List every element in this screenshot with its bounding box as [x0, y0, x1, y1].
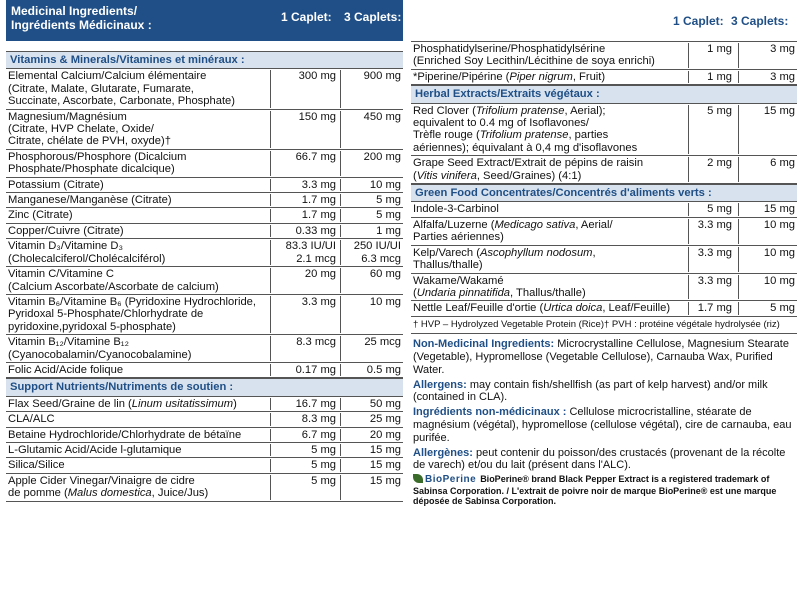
amount-one-caplet: 5 mg [689, 105, 739, 155]
amount-one-caplet: 1.7 mg [689, 302, 739, 314]
amount-three-caplets: 25 mcg [364, 336, 401, 349]
amount-one-caplet: 300 mg [271, 70, 341, 107]
amount-one-caplet: 0.17 mg [271, 364, 341, 376]
amount-three-caplets: 15 mg [369, 474, 401, 487]
right-header-one-caplet: 1 Caplet: [673, 14, 724, 28]
left-column [6, 0, 403, 502]
table-row [411, 156, 797, 184]
amount-one-caplet: 20 mg [271, 268, 341, 293]
header-ingredients-label: Medicinal Ingredients/ Ingrédients Médicinaux : [11, 4, 152, 32]
table-row [6, 397, 403, 412]
green-food-rows [411, 202, 797, 316]
amount-three-caplets: 20 mg [369, 428, 401, 441]
amount-three-caplets: 15 mg [369, 443, 401, 456]
bioperine-notice [411, 474, 797, 507]
amount-one-caplet: 8.3 mg [271, 413, 341, 425]
section-vitamins-minerals: Vitamins & Minerals/Vitamines et minéraux : [6, 51, 403, 69]
herbal-extracts-rows [411, 104, 797, 184]
table-row [411, 42, 797, 70]
table-row [6, 412, 403, 427]
table-row [411, 301, 797, 316]
ingredient-name: Phosphatidylserine/Phosphatidylsérine (Enriched Soy Lecithin/Lécithine de soya enrichi) [413, 43, 689, 68]
bioperine-logo [413, 474, 476, 486]
table-row [6, 474, 403, 502]
amount-three-caplets: 10 mg [763, 274, 795, 287]
amount-three-caplets: 450 mg [363, 110, 401, 123]
amount-one-caplet: 5 mg [271, 459, 341, 471]
ingredient-name: Vitamin D₃/Vitamine D₃ (Cholecalciferol/Cholécalciférol) [8, 240, 271, 265]
ingredient-name: Potassium (Citrate) [8, 179, 271, 191]
table-row [411, 202, 797, 217]
amount-one-caplet: 5 mg [271, 444, 341, 456]
amount-one-caplet: 3.3 mg [271, 179, 341, 191]
ingredient-name: Zinc (Citrate) [8, 209, 271, 221]
amount-one-caplet: 3.3 mg [689, 275, 739, 300]
amount-three-caplets: 60 mg [369, 268, 401, 281]
right-header-three-caplets: 3 Caplets: [731, 14, 789, 28]
table-row [6, 193, 403, 208]
table-row [6, 295, 403, 335]
note-paragraph [413, 447, 797, 473]
note-label: Allergènes: [413, 446, 473, 459]
amount-three-caplets: 10 mg [763, 246, 795, 259]
table-row [6, 428, 403, 443]
ingredient-name: Alfalfa/Luzerne (Medicago sativa, Aerial/ Parties aériennes) [413, 219, 689, 244]
section-herbal-extracts: Herbal Extracts/Extraits végétaux : [411, 85, 797, 103]
amount-three-caplets: 3 mg [770, 70, 795, 83]
ingredient-name: Indole-3-Carbinol [413, 203, 689, 215]
note-label: Ingrédients non-médicinaux : [413, 406, 567, 419]
right-table-header [411, 0, 797, 41]
table-row [6, 458, 403, 473]
amount-three-caplets: 1 mg [376, 224, 401, 237]
amount-one-caplet: 150 mg [271, 111, 341, 148]
table-header [6, 0, 403, 41]
note-text: Microcrystalline Cellulose, Magnesium Stearate (Vegetable), Hypromellose (Vegetable Cellulose), Carnauba Wax, Purified Water. [413, 338, 789, 376]
note-paragraph [413, 406, 797, 444]
note-text: may contain fish/shellfish (as part of kelp harvest) and/or milk (contained in CLA). [413, 378, 768, 404]
table-row [6, 239, 403, 267]
ingredient-name: Apple Cider Vinegar/Vinaigre de cidre de pomme (Malus domestica, Juice/Jus) [8, 475, 271, 500]
note-text: Cellulose microcristalline, stéarate de magnésium (végétal), hypromellose (cellulose végétal), cire de carnauba, eau purifée. [413, 406, 792, 444]
ingredient-name: *Piperine/Pipérine (Piper nigrum, Fruit) [413, 71, 689, 83]
ingredient-name: Vitamin B₁₂/Vitamine B₁₂ (Cyanocobalamin/Cyanocobalamine) [8, 336, 271, 361]
bioperine-logo-text: BioPerine [425, 474, 477, 486]
amount-one-caplet: 1.7 mg [271, 209, 341, 221]
ingredient-name: Betaine Hydrochloride/Chlorhydrate de bétaïne [8, 429, 271, 441]
table-row [6, 267, 403, 295]
amount-three-caplets: 250 IU/UI 6.3 mcg [353, 240, 401, 265]
amount-one-caplet: 5 mg [271, 475, 341, 500]
amount-one-caplet: 2 mg [689, 157, 739, 182]
notes-block [411, 338, 797, 472]
right-column [411, 0, 797, 507]
ingredient-name: Magnesium/Magnésium (Citrate, HVP Chelate, Oxide/ Citrate, chélate de PVH, oxyde)† [8, 111, 271, 148]
ingredient-name: Elemental Calcium/Calcium élémentaire (Citrate, Malate, Glutarate, Fumarate, Succinate, Ascorbate, Carbonate, Phosphate) [8, 70, 271, 107]
table-row [6, 443, 403, 458]
amount-one-caplet: 1 mg [689, 71, 739, 83]
leaf-icon [413, 474, 423, 483]
ingredient-name: Grape Seed Extract/Extrait de pépins de raisin (Vitis vinifera, Seed/Graines) (4:1) [413, 157, 689, 182]
amount-three-caplets: 6 mg [770, 157, 795, 170]
note-text: peut contenir du poisson/des crustacés (provenant de la récolte de varech) et/ou du lait (présent dans l'ALC). [413, 446, 786, 472]
section-green-food: Green Food Concentrates/Concentrés d'aliments verts : [411, 184, 797, 202]
table-row [6, 224, 403, 239]
hvp-footnote: † HVP – Hydrolyzed Vegetable Protein (Rice)† PVH : protéine végétale hydrolysée (riz) [411, 317, 797, 334]
table-row [6, 69, 403, 109]
amount-one-caplet: 8.3 mcg [271, 336, 341, 361]
note-label: Non-Medicinal Ingredients: [413, 338, 555, 351]
amount-one-caplet: 66.7 mg [271, 151, 341, 176]
note-paragraph [413, 338, 797, 376]
table-row [6, 208, 403, 223]
ingredient-name: Kelp/Varech (Ascophyllum nodosum, Thallus/thalle) [413, 247, 689, 272]
vitamins-minerals-rows [6, 69, 403, 378]
table-row [6, 150, 403, 178]
amount-one-caplet: 5 mg [689, 203, 739, 215]
ingredient-name: Vitamin C/Vitamine C (Calcium Ascorbate/Ascorbate de calcium) [8, 268, 271, 293]
amount-three-caplets: 10 mg [369, 295, 401, 308]
table-row [6, 363, 403, 378]
amount-three-caplets: 3 mg [770, 43, 795, 55]
table-row [411, 218, 797, 246]
ingredient-name: CLA/ALC [8, 413, 271, 425]
amount-one-caplet: 3.3 mg [271, 296, 341, 333]
amount-one-caplet: 16.7 mg [271, 398, 341, 410]
table-row [411, 246, 797, 274]
ingredient-name: Manganese/Manganèse (Citrate) [8, 194, 271, 206]
amount-one-caplet: 3.3 mg [689, 219, 739, 244]
support-nutrients-rows [6, 397, 403, 502]
amount-three-caplets: 50 mg [369, 397, 401, 410]
section-support-nutrients: Support Nutrients/Nutriments de soutien : [6, 378, 403, 396]
amount-three-caplets: 10 mg [763, 218, 795, 231]
amount-one-caplet: 1.7 mg [271, 194, 341, 206]
table-row [6, 110, 403, 150]
amount-three-caplets: 5 mg [376, 194, 401, 207]
amount-three-caplets: 5 mg [376, 209, 401, 222]
amount-one-caplet: 6.7 mg [271, 429, 341, 441]
amount-three-caplets: 0.5 mg [366, 363, 401, 376]
table-row [411, 104, 797, 157]
ingredient-name: Red Clover (Trifolium pratense, Aerial); equivalent to 0.4 mg of Isoflavones/ Trèfle rouge (Trifolium pratense, parties aériennes); équivalant à 0,4 mg d'isoflavones [413, 105, 689, 155]
amount-one-caplet: 1 mg [689, 43, 739, 68]
note-paragraph [413, 379, 797, 405]
ingredient-name: L-Glutamic Acid/Acide l-glutamique [8, 444, 271, 456]
amount-one-caplet: 0.33 mg [271, 225, 341, 237]
ingredient-name: Vitamin B₆/Vitamine B₆ (Pyridoxine Hydrochloride, Pyridoxal 5-Phosphate/Chlorhydrate de pyridoxine,pyridoxal 5-phosphate) [8, 296, 271, 333]
amount-three-caplets: 25 mg [369, 413, 401, 426]
amount-one-caplet: 83.3 IU/UI 2.1 mcg [271, 240, 341, 265]
misc-rows [411, 41, 797, 85]
amount-one-caplet: 3.3 mg [689, 247, 739, 272]
bioperine-text: BioPerine® brand Black Pepper Extract is a registered trademark of Sabinsa Corporation. / L'extrait de poivre noir de marque BioPerine® est une marque déposée de Sabinsa Corporation. [413, 474, 777, 507]
header-one-caplet: 1 Caplet: [281, 10, 332, 24]
amount-three-caplets: 15 mg [763, 203, 795, 216]
ingredient-name: Copper/Cuivre (Citrate) [8, 225, 271, 237]
ingredient-name: Nettle Leaf/Feuille d'ortie (Urtica doica, Leaf/Feuille) [413, 302, 689, 314]
table-row [411, 274, 797, 302]
amount-three-caplets: 10 mg [369, 178, 401, 191]
ingredient-name: Folic Acid/Acide folique [8, 364, 271, 376]
amount-three-caplets: 15 mg [369, 459, 401, 472]
ingredient-name: Silica/Silice [8, 459, 271, 471]
table-row [6, 178, 403, 193]
amount-three-caplets: 15 mg [763, 104, 795, 117]
amount-three-caplets: 5 mg [770, 302, 795, 315]
amount-three-caplets: 200 mg [363, 150, 401, 163]
table-row [411, 70, 797, 85]
table-row [6, 335, 403, 363]
amount-three-caplets: 900 mg [363, 70, 401, 83]
ingredient-name: Phosphorous/Phosphore (Dicalcium Phosphate/Phosphate dicalcique) [8, 151, 271, 176]
ingredient-name: Flax Seed/Graine de lin (Linum usitatissimum) [8, 398, 271, 410]
note-label: Allergens: [413, 378, 467, 391]
header-three-caplets: 3 Caplets: [344, 10, 402, 24]
ingredient-name: Wakame/Wakamé (Undaria pinnatifida, Thallus/thalle) [413, 275, 689, 300]
